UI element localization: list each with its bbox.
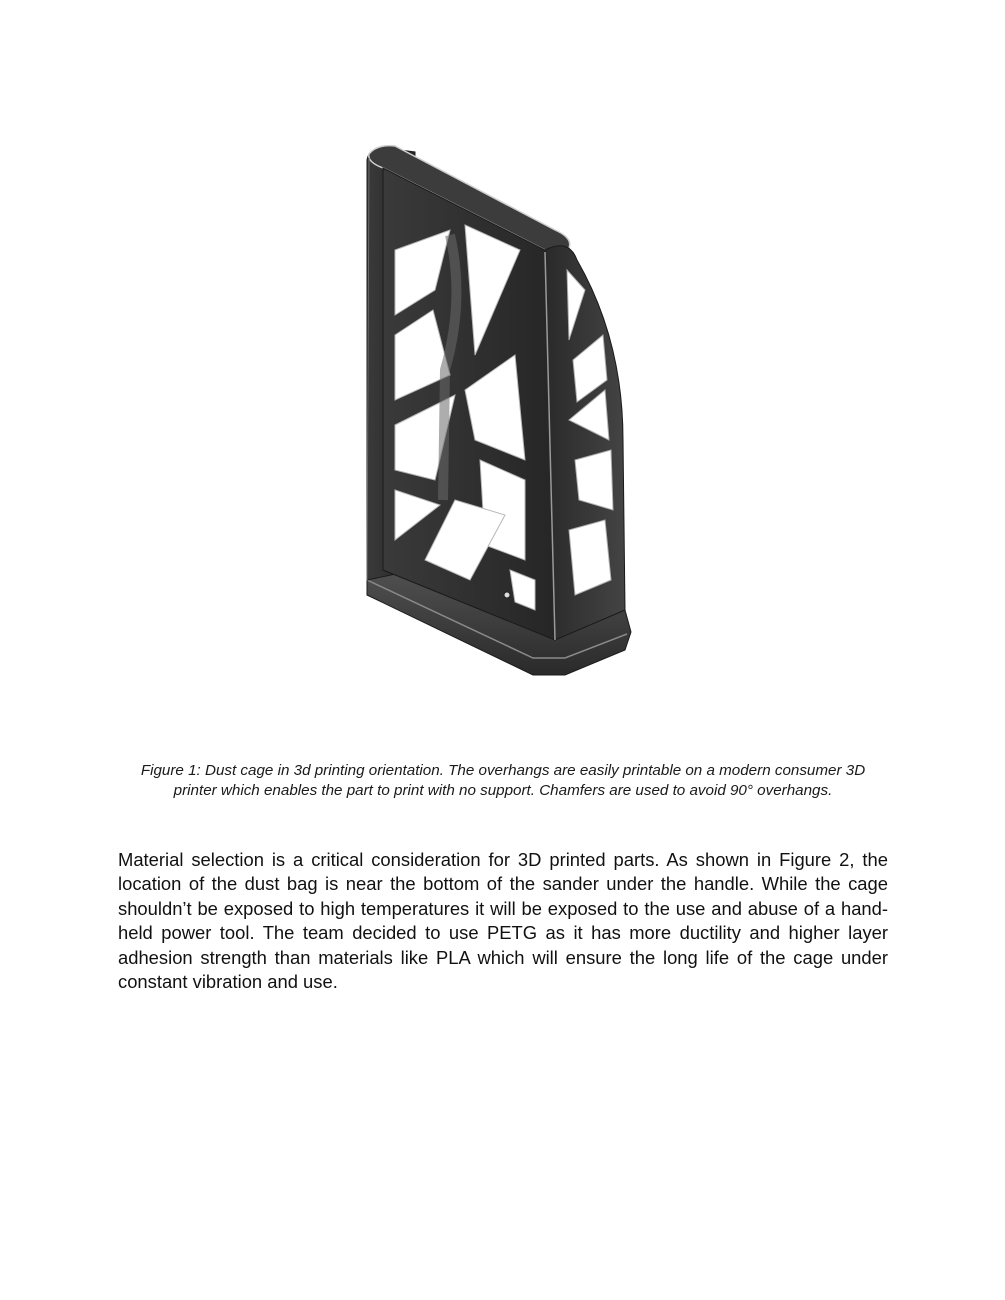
screw-hole [504, 592, 510, 598]
dust-cage-figure [355, 140, 645, 685]
dust-cage-render [355, 140, 645, 685]
body-paragraph: Material selection is a critical consideration for 3D printed parts. As shown in Figure 2, the location of the dust bag is near the bottom of the sander under the handle. While the cage shouldn’t be exposed to high temperatures it will be exposed to the use and abuse of a hand-held power tool. The team decided to use PETG as it has more ductility and higher layer adhesion strength than materials like PLA which will ensure the long life of the cage under constant vibration and use. [118, 849, 888, 993]
figure-caption: Figure 1: Dust cage in 3d printing orientation. The overhangs are easily printable on a modern consumer 3D printer which enables the part to print with no support. Chamfers are used to avoid 90° overhangs. [140, 762, 866, 799]
